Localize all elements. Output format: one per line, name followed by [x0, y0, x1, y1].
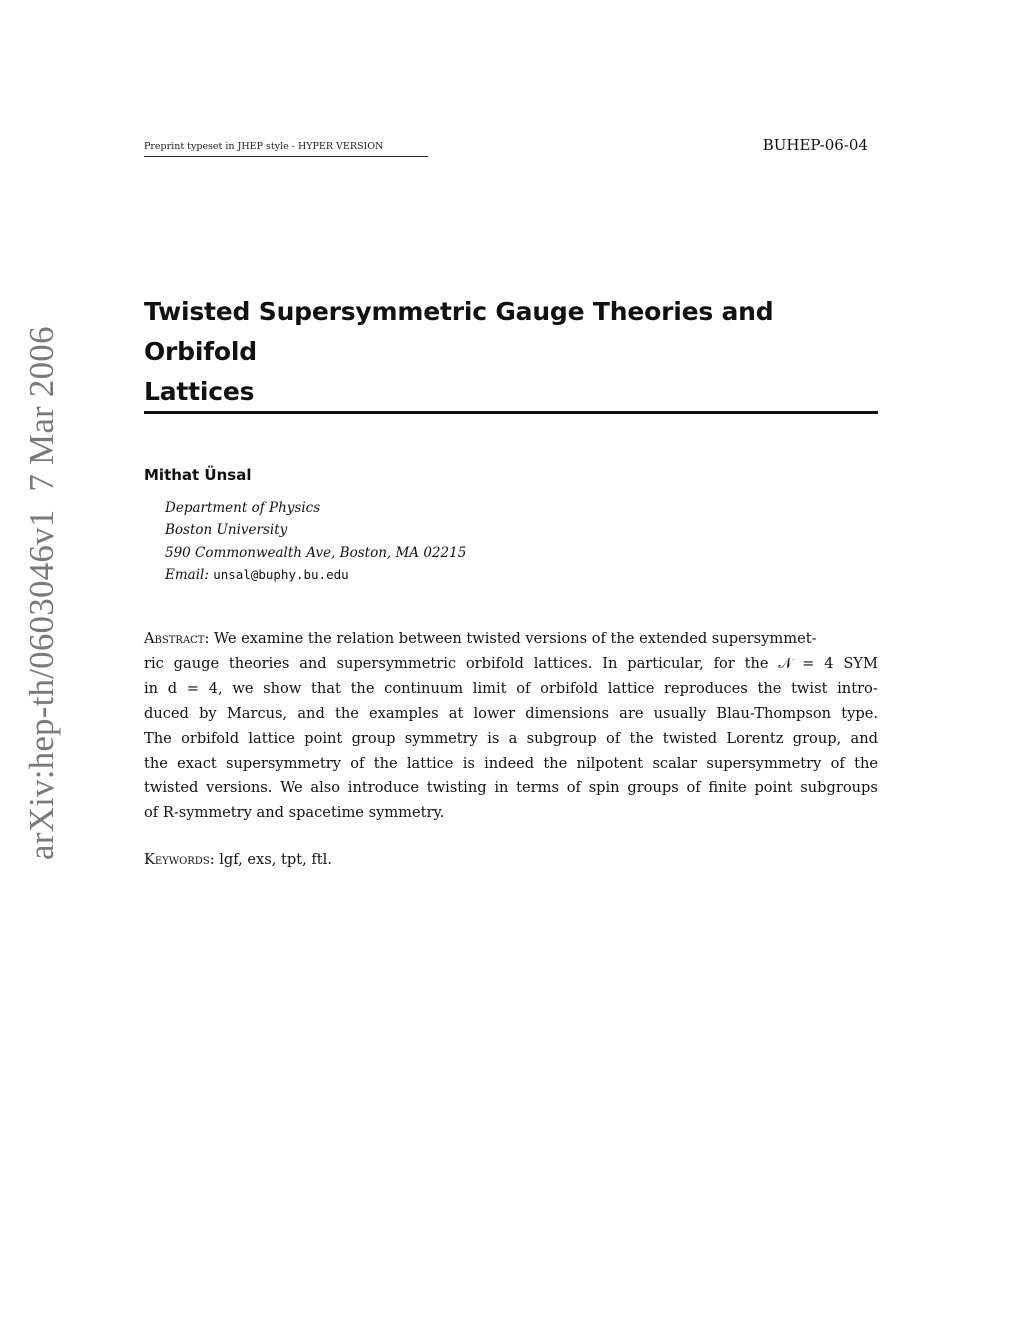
- abstract-word: we: [232, 679, 254, 697]
- abstract-line: [144, 652, 878, 677]
- abstract-word: a: [508, 729, 518, 747]
- abstract-line: [144, 677, 878, 702]
- abstract-word: dimensions: [525, 704, 609, 722]
- abstract-word: type.: [841, 704, 878, 722]
- affiliation-address: 590 Commonwealth Ave, Boston, MA 02215: [165, 544, 467, 561]
- abstract-word: lattices.: [533, 654, 593, 672]
- abstract-word: and: [297, 704, 325, 722]
- title-line-2: Lattices: [144, 377, 255, 406]
- author-name: Mithat Ünsal: [144, 466, 252, 484]
- affiliation-email-row: [165, 564, 466, 586]
- abstract-word: ric: [144, 654, 164, 672]
- abstract-word: nilpotent: [576, 754, 644, 772]
- email-link[interactable]: unsal@buphy.bu.edu: [213, 566, 349, 582]
- arxiv-identifier-stamp: arXiv:hep-th/0603046v1 7 Mar 2006: [22, 326, 61, 860]
- abstract-line: [144, 727, 878, 752]
- abstract-word: the: [144, 754, 168, 772]
- abstract-word: for: [713, 654, 735, 672]
- abstract-word: versions.: [206, 779, 273, 797]
- abstract-word: twisted: [144, 779, 199, 797]
- abstract-word: the: [334, 704, 359, 722]
- abstract-word: exact: [177, 754, 217, 772]
- abstract-line: [144, 627, 878, 652]
- abstract-word: of: [686, 779, 701, 797]
- abstract-word: lattice: [607, 679, 655, 697]
- abstract-word: Lorentz: [726, 729, 784, 747]
- abstract-word: Marcus,: [226, 704, 288, 722]
- abstract-word: intro-: [837, 679, 878, 697]
- abstract-word: the: [543, 754, 568, 772]
- abstract-word: continuum: [384, 679, 464, 697]
- abstract-word: groups: [627, 779, 679, 797]
- abstract-word: 4,: [208, 679, 223, 697]
- affiliation-department: Department of Physics: [165, 500, 321, 516]
- abstract-word: in: [494, 779, 509, 797]
- abstract-word: subgroups: [800, 779, 878, 797]
- abstract-word: supersymmetry: [706, 754, 822, 772]
- abstract-label: Abstract: [144, 630, 205, 647]
- abstract-word: We: [280, 779, 303, 797]
- abstract-word: the: [744, 654, 769, 672]
- abstract-word: twisted: [662, 729, 718, 747]
- abstract-word: point: [754, 779, 793, 797]
- abstract-word: usually: [653, 704, 707, 722]
- abstract-word: finite: [708, 779, 747, 797]
- abstract-word: of: [350, 754, 365, 772]
- abstract-word: scalar: [652, 754, 698, 772]
- abstract-word: also: [310, 779, 341, 797]
- abstract-word: group: [351, 729, 396, 747]
- paper-title: [144, 292, 880, 412]
- abstract-word: point: [304, 729, 343, 747]
- abstract-word: orbifold: [181, 729, 240, 747]
- abstract-word: orbifold: [465, 654, 524, 672]
- abstract-word: 4: [824, 654, 834, 672]
- abstract-word: by: [199, 704, 217, 722]
- abstract-word: show: [263, 679, 302, 697]
- abstract-line: of R-symmetry and spacetime symmetry.: [144, 804, 445, 822]
- abstract-word: duced: [144, 704, 189, 722]
- abstract-word: 𝒩: [778, 654, 793, 672]
- abstract-line: [144, 702, 878, 727]
- abstract-word: reproduces: [664, 679, 748, 697]
- abstract-word: Blau-Thompson: [716, 704, 832, 722]
- abstract-word: the: [373, 754, 398, 772]
- affiliation-university: Boston University: [165, 522, 288, 539]
- preprint-note-link[interactable]: Preprint typeset in JHEP style - HYPER VERSION: [144, 141, 384, 152]
- abstract-word: twist: [791, 679, 828, 697]
- abstract-word: subgroup: [526, 729, 597, 747]
- abstract-word: supersymmetric: [336, 654, 457, 672]
- abstract-word: is: [487, 729, 500, 747]
- abstract-word: of: [566, 779, 581, 797]
- keywords: [144, 851, 332, 868]
- abstract-word: are: [619, 704, 644, 722]
- abstract-word: symmetry: [404, 729, 478, 747]
- abstract-word: lattice: [406, 754, 454, 772]
- abstract-word: theories: [228, 654, 290, 672]
- abstract-word: d: [167, 679, 178, 697]
- abstract-word: lattice: [248, 729, 295, 747]
- abstract-word: =: [186, 679, 200, 697]
- abstract-word: at: [448, 704, 464, 722]
- abstract-word: In: [602, 654, 618, 672]
- preprint-underline: [144, 156, 428, 157]
- title-line-1: Twisted Supersymmetric Gauge Theories and Orbifold: [144, 297, 774, 366]
- report-number: BUHEP-06-04: [762, 136, 868, 154]
- abstract-word: is: [462, 754, 475, 772]
- abstract-word: lower: [473, 704, 516, 722]
- abstract-word: examples: [369, 704, 439, 722]
- abstract-word: particular,: [627, 654, 704, 672]
- abstract-word: of: [606, 729, 621, 747]
- abstract-word: of: [516, 679, 531, 697]
- abstract-word: gauge: [173, 654, 220, 672]
- email-label: Email:: [165, 566, 209, 583]
- abstract-word: and: [850, 729, 878, 747]
- abstract-word: in: [144, 679, 159, 697]
- abstract-word: of: [830, 754, 845, 772]
- title-divider: [144, 411, 878, 414]
- abstract-word: twisting: [426, 779, 487, 797]
- keywords-label: Keywords: [144, 851, 210, 868]
- abstract-line: [144, 776, 878, 801]
- abstract-line-text: [144, 627, 817, 652]
- abstract-word: the: [854, 754, 878, 772]
- abstract-word: group,: [792, 729, 842, 747]
- abstract-word: orbifold: [540, 679, 599, 697]
- abstract-word: introduce: [347, 779, 420, 797]
- abstract-word: spin: [588, 779, 620, 797]
- abstract-word: indeed: [484, 754, 535, 772]
- abstract: [144, 627, 878, 826]
- abstract-word: the: [757, 679, 782, 697]
- abstract-word: terms: [516, 779, 559, 797]
- keywords-value: : lgf, exs, tpt, ftl.: [209, 851, 332, 868]
- abstract-word: the: [629, 729, 654, 747]
- abstract-word: and: [299, 654, 327, 672]
- abstract-word: supersymmetry: [226, 754, 341, 772]
- abstract-word: SYM: [843, 654, 878, 672]
- abstract-word: limit: [472, 679, 507, 697]
- abstract-word: The: [144, 729, 172, 747]
- abstract-line: [144, 752, 878, 777]
- abstract-word: =: [802, 654, 815, 672]
- abstract-word: that: [311, 679, 341, 697]
- abstract-word: the: [350, 679, 375, 697]
- abstract-line-1: : We examine the relation between twisted versions of the extended supersymmet-: [204, 630, 817, 647]
- affiliation-block: [165, 497, 466, 586]
